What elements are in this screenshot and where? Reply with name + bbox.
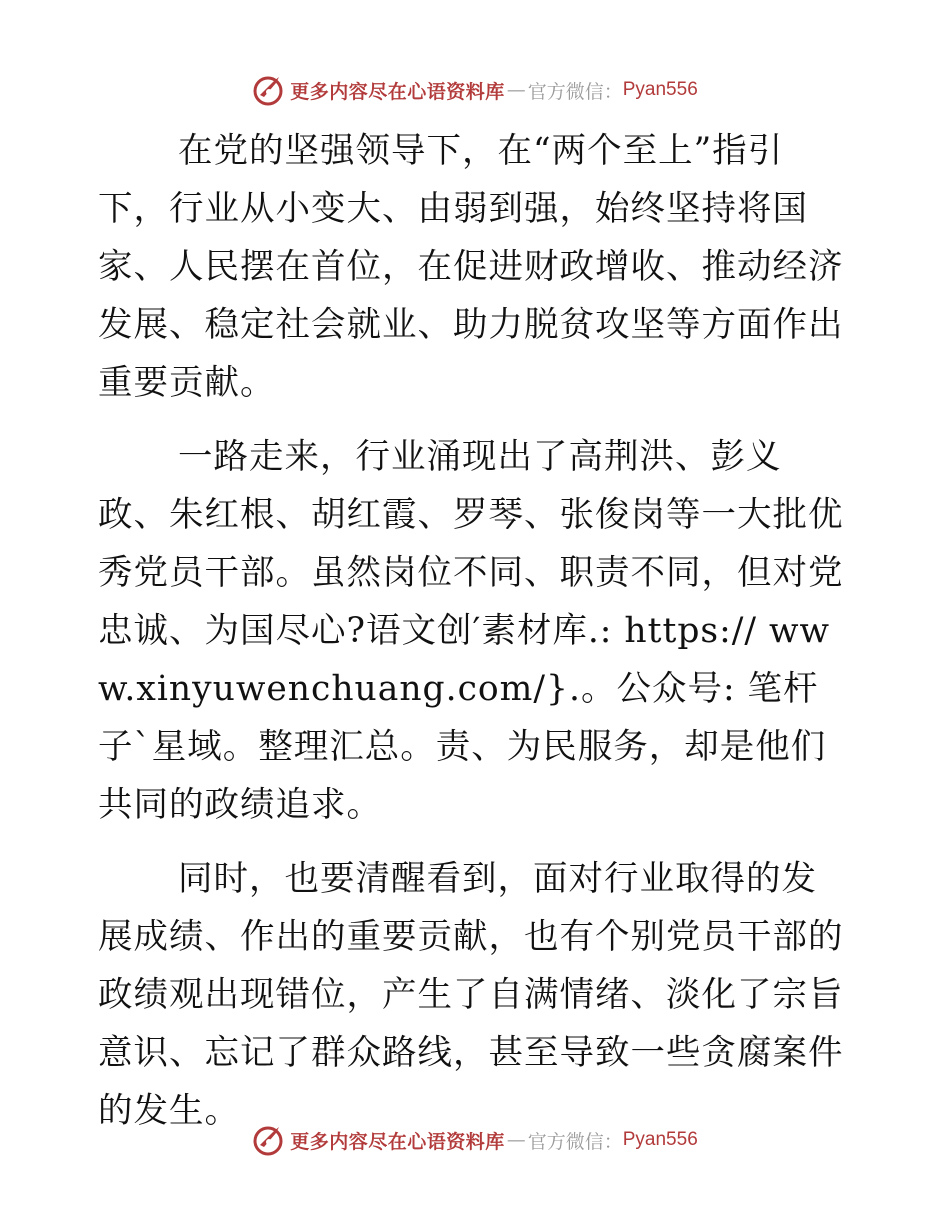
banner-separator: — xyxy=(506,79,526,101)
banner-account: Pyan556 xyxy=(622,79,698,100)
banner-title: 更多内容尽在心语资料库 xyxy=(290,1130,505,1153)
banner-title: 更多内容尽在心语资料库 xyxy=(290,80,505,103)
document-body xyxy=(98,122,850,1156)
paragraph-1: 在党的坚强领导下，在“两个至上”指引下，行业从小变大、由弱到强，始终坚持将国家、人民摆在首位，在促进财政增收、推动经济发展、稳定社会就业、助力脱贫攻坚等方面作出重要贡献。 xyxy=(98,131,844,403)
footer-banner xyxy=(0,1120,950,1160)
header-banner xyxy=(0,70,950,110)
banner-label: 官方微信： xyxy=(527,1130,623,1153)
pen-logo-icon xyxy=(252,1123,286,1157)
pen-logo-icon xyxy=(252,73,286,107)
paragraph-3: 同时，也要清醒看到，面对行业取得的发展成绩、作出的重要贡献，也有个别党员干部的政绩观出现错位，产生了自满情绪、淡化了宗旨意识、忘记了群众路线，甚至导致一些贪腐案件的发生。 xyxy=(98,859,844,1131)
banner-account: Pyan556 xyxy=(622,1129,698,1150)
banner-label: 官方微信： xyxy=(527,80,623,103)
paragraph-2: 一路走来，行业涌现出了高荆洪、彭义政、朱红根、胡红霞、罗琴、张俊岗等一大批优秀党员干部。虽然岗位不同、职责不同，但对党忠诚、为国尽心?语文创′素材库.: https:// www.xinyuwenchuang.com/}.。公众号: 笔杆子`星域。整理汇总。责、为民服务，却是他们共同的政绩追求。 xyxy=(98,437,844,825)
banner-separator: — xyxy=(506,1129,526,1151)
